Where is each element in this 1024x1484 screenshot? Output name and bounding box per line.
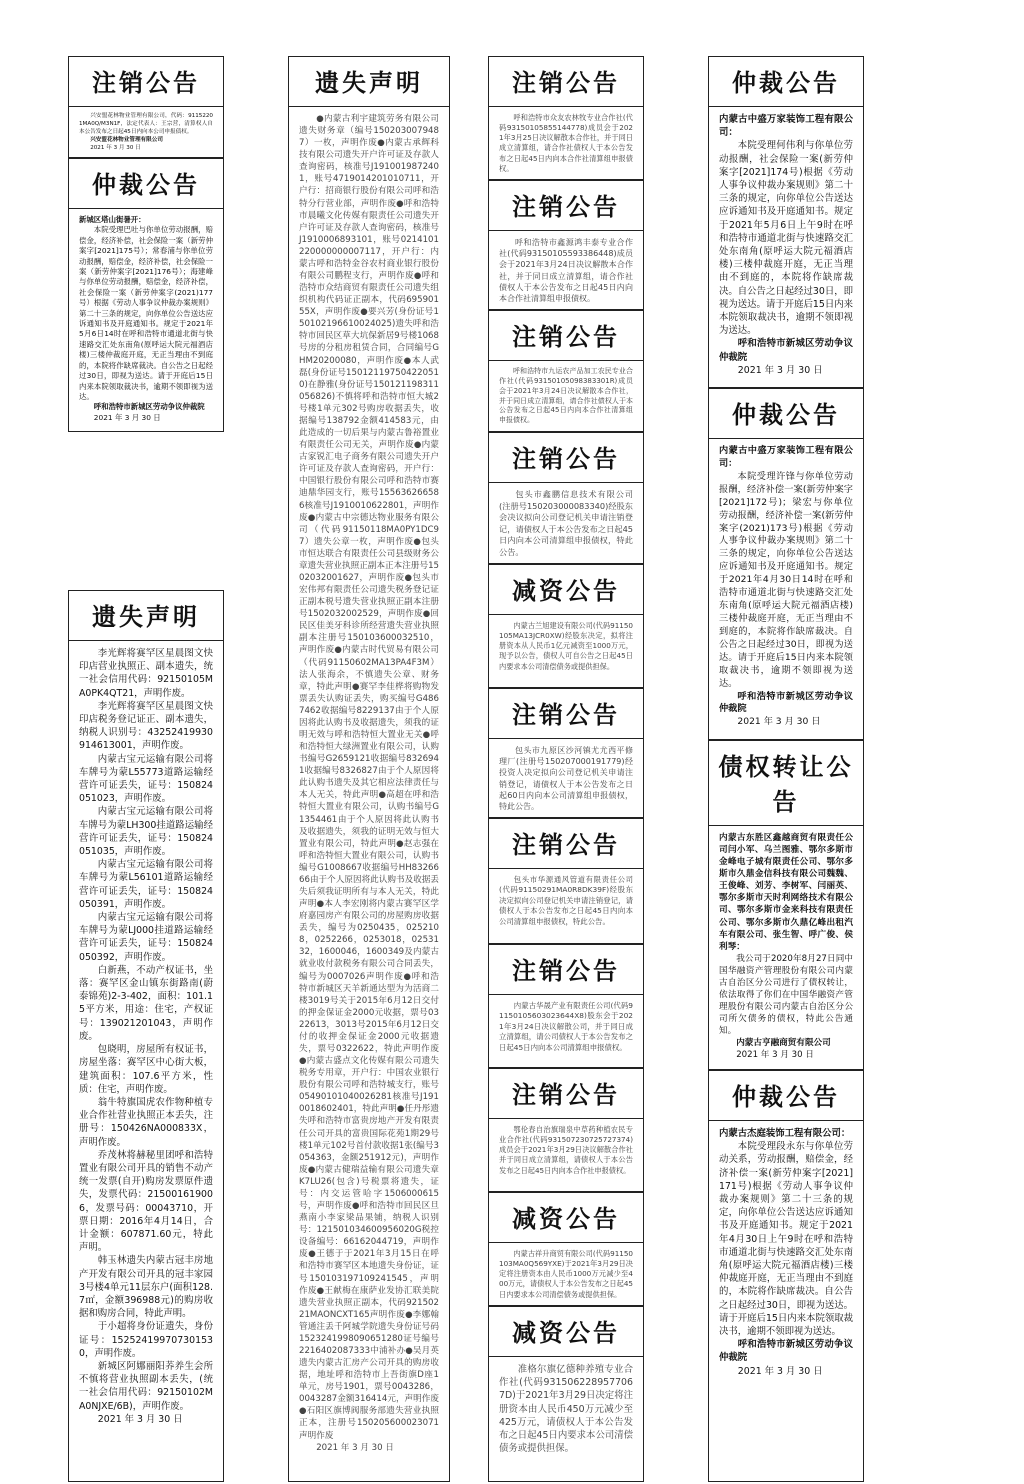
notice-paragraph: ●内蒙古利宇建筑劳务有限公司遗失财务章（编号1502030079487）一枚，声明作废●内蒙古承辉科技有限公司遗失开户许可证及存款人查询密码，核准号J1910019872401，账号4719014201010711，开户行：招商银行股份有限公司呼和浩特分行营业部，声明作废●呼和浩特市晨曦文化传媒有限责任公司遗失开户许可证及存款人查询密码，核准号J1910006893101，账号0214101220000000007117，开户行：内蒙古呼和浩特金谷农村商业银行股份有限公司鹏程支行，声明作废●呼和浩特市众结商贸有限责任公司遗失组织机构代码证正副本，代码69590155X，声明作废●要兴芳(身份证号150102196610024025)遗失呼和浩特市回民区草大坑保新居9号楼1068号房的分租房租赁合同，合同编号GHM20200080，声明作废●本人武磊(身份证号150121197504220510)在静雅(身份证号150121198311056826)不慎将呼和浩特市恒大城2号楼1单元302号购房收据丢失，收据编号138792金额414583元，由此造成的一切后果与内蒙古鲁裕置业有限责任公司无关，声明作废●内蒙古家锐汇电子商务有限公司遗失开户许可证及存款人查询密码，开户行：中国银行股份有限公司呼和浩特市赛迪鼎华园支行，账号155636266586核准号J1910010622801，声明作废●内蒙古中宗德达物业服务有限公司（代码91150118MA0PY1DC97）遗失公章一枚，声明作废●包头市恒达联合有限责任公司县级财务公章遗失营业执照正副本正本注册号1502032001627，声明作废●包头市宏伟邦有限责任公司遗失税务登记证正副本税号遗失营业执照正副本注册号1502032002529，声明作废●回民区佳美牙科诊所经营遗失营业执照副本注册号150103600032510，声明作废●内蒙古时代贸易有限公司（代码91150602MA13PA4F3M）法人张海余，不慎遗失公章、财务章，特此声明●赛罕李佳桦将购物发票丢失认购证丢失，购买编号G4867462收据编号8229137由于个人原因将此认购书及收据遗失，须我的证明无效与呼和浩特恒大置业无关●呼和浩特恒大绿洲置业有限公司，认购书编号G2659121收据编号8326941收据编号8326827由于个人原因将此认购书遗失及其它相应法律责任与本人无关，特此声明●高超在呼和浩特恒大置业有限公司，认购书编号G1354461由于个人原因将此认购书及收据遗失，须我的证明无效与恒大置业有限公司，特此声明●赵志强在呼和浩特恒大置业有限公司，认购书编号G1008667收据编号HH8326666由于个人原因将此认购书及收据丢失后须我证明所有与本人无关，特此声明●本人李宏刚将内蒙古赛罕区学府嘉园房产有限公司的房屋购房收据丢失，编号为0250435，0252108，0252266，0253018，0253132，1600046，1600349及内蒙古就业收付款税务有限公司合同丢失，编号为0007026声明作废●呼和浩特市新城区天羊新通达型为为活商二楼3019号关于2015年6月12日交付的押金保证金2000元收据，票号0322613，3013号2015年6月12日交付的收押金保证金2000元收据遗失，票号0322622，特此声明作废●内蒙古盛点文化传媒有限公司遗失税务专用章，开户行：中国农业银行股份有限公司呼和浩特城支行，账号05490101040026281核准号J1910018602401，特此声明●任丹彤遗失呼和浩特市富贵房地产开发有限责任公司开具的富贵国际花苑1期29号楼1单元102号首付款收据1张(编号3054363，金额251912元)，声明作废●内蒙古健瑞益输有限公司遗失章K7LU26(包含)号税票将遗失，证号：内交运管哈字1506000615号，声明作废●呼和浩特市回民区旦燕南小李家梁品果铺，纳税人识别号：121501034600956020G税控设备编号：66162044719，声明作废●王德于于2021年3月15日在呼和浩特市赛罕区本地遗失身份证，证号150103197109241545，声明作废●王献梅在康萨业发协汇联美院遗失营业执照正副本，代码92150221MAONCXT165声明作废●李娜翰管通注丢千阿城学院遗失身份证号码1523241998090651280证号编号2216402087333中浦补办●吴月英遗失内蒙古汇房产公司开具的购房收据，地址呼和浩特市上吾街旗D座1单元，房号1901，票号0043286，0043287金额316414元，声明作废●石阳区旗博阀服务部遗失营业执照正本，注册号150205600023071声明作废	[299, 114, 439, 1441]
notice-body	[489, 875, 643, 933]
notice-title: 减资公告	[489, 565, 643, 615]
notice-paragraph: 内蒙古宝元运输有限公司将车牌号为蒙L56101道路运输经营许可证丢失，证号：150824050391，声明作废。	[79, 859, 213, 910]
notice-paragraph: 乔茂林将赫秘里团呼和浩特置业有限公司开具的销售不动产统一发票(自开)购房发票原件遗失，发票代码：215001619006，发票号码：00043710，开票日期：2016年4月14日，合计金额：607871.60元，特此声明。	[79, 1149, 213, 1254]
notice-date: 2021 年 3 月 30 日	[737, 716, 821, 728]
notice-title: 减资公告	[489, 1193, 643, 1243]
notice-date: 2021 年 3 月 30 日	[90, 144, 141, 151]
notice-paragraph: 鄂伦春自治旗瑞泉中草药种植农民专业合作社(代码931507230725727374)成员会于2021年3月29日决议解散合作社并于同日成立清算组，请债权人于本公告发布之日起45日内向本合作社申报债权。	[499, 1125, 633, 1175]
notice-title: 注销公告	[489, 689, 643, 739]
notice-paragraph: 本院受理许锋与你单位劳动报酬，经济补偿一案(新劳仲案字[2021]172号)；梁宏与你单位劳动报酬，经济补偿一案(新劳仲案字(2021)173号)根据《劳动人事争议仲裁办案规则》第二十三条的规定，向你单位公告送达应诉通知书及开庭通知书。规定于2021年4月30日14时在呼和浩特市通道北街与快速路交汇处东南角(原呼运大院元福酒店楼)三楼仲裁庭开庭，无正当理由不到庭的，本院将作缺席裁决。自公告之日起经过30日，即视为送达。请于开庭后15日内来本院领取裁决书，逾期不领即视为送达。	[719, 470, 853, 689]
notice-addressee: 内蒙古杰庭装饰工程有限公司：	[719, 1128, 851, 1139]
notice-title: 债权转让公告	[709, 741, 863, 826]
notice-box	[68, 56, 224, 158]
notice-paragraph: 白新燕，不动产权证书，坐落：赛罕区金山镇东街路南(蔚泰锦苑)2-3-402，面积：101.15平方米，用途：住宅，产权证号：139021201043，声明作废。	[79, 964, 213, 1042]
notice-paragraph: 于小超将身份证遗失，身份证号：152524199707301530，声明作废。	[79, 1321, 213, 1359]
notice-date: 2021 年 3 月 30 日	[736, 1050, 814, 1061]
notice-addressee: 内蒙古东胜区鑫越商贸有限责任公司闫小军、乌兰图雅、鄂尔多斯市金峰电子城有限责任公司、鄂尔多斯市久鼎金信科技有限公司魏魏、王俊峰、刘芳、李树军、闫丽英、鄂尔多斯市天时利网络技术有限公司、鄂尔多斯市金来科技有限责任公司、鄂尔多斯市久鼎亿峰出租汽车有限公司、张生智、呼广俊、侯利琴：	[719, 833, 853, 952]
notice-box	[68, 590, 224, 1482]
notice-box	[488, 56, 644, 180]
notice-paragraph: 包头市九原区沙河镇尤尤西平修理厂(注册号150207000191779)经投资人决定拟向公司登记机关申请注销登记，请债权人于本公告发布之日起60日内向本公司清算组申报债权，特此公告。	[499, 746, 633, 812]
notice-box	[488, 1068, 644, 1192]
notice-box	[68, 158, 224, 432]
notice-signature: 呼和浩特市新城区劳动争议仲裁院	[93, 402, 205, 412]
notice-box	[488, 688, 644, 818]
notice-box	[708, 388, 864, 740]
notice-paragraph: 包晓明，房屋所有权证书，房屋坐落：赛罕区中心街大板，建筑面积：107.6平方米，性质：住宅，声明作废。	[79, 1044, 213, 1095]
notice-box	[488, 1306, 644, 1482]
notice-addressee: 内蒙古中盛万家装饰工程有限公司：	[719, 445, 853, 469]
notice-paragraph: 内蒙古祥升商贸有限公司(代码91150103MA0Q569YXE)于2021年3月29日决定将注册资本由人民币1000万元减少至400万元，请债权人于本公告发布之日起45日内要求本公司清偿债务或提供担保。	[499, 1249, 633, 1299]
notice-title: 注销公告	[489, 57, 643, 107]
notice-date: 2021 年 3 月 30 日	[737, 364, 823, 376]
notice-title: 遗失声明	[69, 591, 223, 641]
notice-title: 注销公告	[69, 57, 223, 107]
notice-body	[69, 113, 223, 158]
notice-paragraph: 内蒙古兰旭建设有限公司(代码91150105MA13JCR0XW)经股东决定，拟将注册资本从人民币1亿元减资至1000万元，现予以公告，债权人可自公告之日起45日内要求本公司清偿债务或提供担保。	[499, 621, 633, 671]
notice-body	[709, 832, 863, 1067]
notice-paragraph: 我公司于2020年8月27日同中国华融资产管理股份有限公司内蒙古自治区分公司进行了债权转让，依法取得了你们在中国华融资产管理股份有限公司内蒙古自治区分公司所欠债务的债权，特此公告通知。	[719, 953, 853, 1037]
notice-paragraph: 内蒙古宝元运输有限公司将车牌号为蒙L55773道路运输经营许可证丢失，证号：150824051023，声明作废。	[79, 753, 213, 805]
notice-body	[489, 1249, 643, 1306]
notice-body	[489, 1001, 643, 1059]
notice-body	[709, 113, 863, 383]
notice-paragraph: 新城区阿娜丽阳荞养生会所不慎将营业执照副本丢失，(统一社会信用代码：92150102MA0NJXE/6B)，声明作废。	[79, 1360, 213, 1412]
notice-box	[488, 818, 644, 944]
notice-paragraph: 翁牛特旗国虎农作物种植专业合作社营业执照正本丢失，注册号：150426NA000833X，声明作废。	[79, 1096, 213, 1148]
notice-box	[708, 56, 864, 388]
notice-title: 注销公告	[489, 181, 643, 231]
notice-paragraph: 李光辉将赛罕区星晨图文快印店税务登记证正、副本遗失，纳税人识别号：432524199309146130​01，声明作废。	[79, 700, 213, 752]
notice-title: 仲裁公告	[709, 1071, 863, 1121]
notice-paragraph: 呼和浩特市九运农产品加工农民专业合作社(代码93150105098383301R)成员会于2021年3月24日决议解散本合作社，并于同日成立清算组，请合作社债权人于本公告发布之日起45日内向本合作社清算组申报债权。	[499, 367, 633, 425]
notice-box	[488, 564, 644, 688]
notice-body	[489, 745, 643, 818]
notice-title: 仲裁公告	[709, 57, 863, 107]
notice-body	[69, 647, 223, 1432]
notice-body	[489, 489, 643, 564]
notice-box	[488, 1192, 644, 1306]
notice-paragraph: 兴安盟花林物业管理有限公司，代码：91152201MA0Q/M3N1F，法定代表人：王宗营，清算权人自本公告发布之日起45日内向本公司申报债权。	[79, 113, 213, 135]
notice-paragraph: 本院受理何伟利与你单位劳动报酬，社会保险一案(新劳仲案字[2021]174号)根据《劳动人事争议仲裁办案规则》第二十三条的规定，向你单位公告送达应诉通知书及开庭通知书。规定于2021年5月6日上午9时在呼和浩特市通道北街与快速路交汇处东南角(原呼运大院元福酒店楼)三楼仲裁庭开庭，无正当理由不到庭的，本院将作缺席裁决。自公告之日起经过30日，即视为送达。请于开庭后15日内来本院领取裁决书，逾期不领即视为送达。	[719, 140, 853, 337]
notice-signature: 内蒙古亨融商贸有限公司	[736, 1038, 831, 1049]
notice-paragraph: 本院受理段永东与你单位劳动关系，劳动报酬，赔偿金，经济补偿一案(新劳仲案字[2021]171号)根据《劳动人事争议仲裁办案规则》第二十三条的规定，向你单位公告送达应诉通知书及开庭通知书。规定于2021年4月30日上午9时在呼和浩特市通道北街与快速路交汇处东南角(原呼运大院元福酒店楼)三楼仲裁庭开庭，无正当理由不到庭的，本院将作缺席裁决。自公告之日起经过30日，即视为送达。请于开庭后15日内来本院领取裁决书，逾期不领即视为送达。	[719, 1141, 853, 1338]
notice-title: 注销公告	[489, 311, 643, 361]
notice-date: 2021 年 3 月 30 日	[93, 412, 161, 422]
notice-signature: 兴安盟花林物业管理有限公司	[90, 136, 163, 143]
notice-box	[708, 740, 864, 1070]
notice-signature: 呼和浩特市新城区劳动争议仲裁院	[719, 1339, 853, 1364]
notice-paragraph: 李光辉将赛罕区星晨图文快印店营业执照正、副本遗失，统一社会信用代码：92150105MA0PK4QT21，声明作废。	[79, 648, 213, 699]
notice-body	[489, 113, 643, 180]
notice-body	[709, 1127, 863, 1384]
notice-signature: 呼和浩特市新城区劳动争议仲裁院	[719, 690, 853, 715]
notice-box	[488, 180, 644, 310]
notice-body	[289, 113, 449, 1460]
notice-box	[288, 56, 450, 1482]
notice-body	[489, 1363, 643, 1461]
notice-paragraph: 韩玉林遗失内蒙古冠丰房地产开发有限公司开具的冠丰家园3号楼4单元11层东户(面积128.7㎡，金额396988元)的购房收据和购房合同，特此声明。	[79, 1255, 213, 1320]
notice-paragraph: 呼和浩特市鑫源鸿丰泰专业合作社(代码93150105593386448)成员会于2021年3月24日决议解散本合作社，并于同日成立清算组，请合作社债权人于本公告发布之日起45日内向本合作社清算组申报债权。	[499, 238, 633, 304]
notice-box	[488, 432, 644, 564]
notice-body	[489, 1125, 643, 1182]
notice-title: 遗失声明	[289, 57, 449, 107]
notice-title: 仲裁公告	[69, 159, 223, 209]
notice-signature: 呼和浩特市新城区劳动争议仲裁院	[719, 338, 853, 363]
notice-paragraph: 准格尔旗亿德种养殖专业合作社(代码931506228957706​7D)于2021年3月29日决定将注册资本由人民币450万元减少至425万元，请债权人于本公告发布之日起45日内要求本公司清偿债务或提供担保。	[499, 1364, 633, 1455]
notice-date: 2021 年 3 月 30 日	[737, 1365, 823, 1377]
notice-box	[488, 310, 644, 432]
notice-date: 2021 年 3 月 30 日	[316, 1442, 394, 1453]
notice-title: 减资公告	[489, 1307, 643, 1357]
notice-title: 注销公告	[489, 945, 643, 995]
notice-paragraph: 包头市华源通风管道有限责任公司(代码91150291MA0R8DK39F)经股东决定拟向公司登记机关申请注销登记，请债权人于本公告发布之日起45日内向本公司清算组申报债权，特此公告。	[499, 875, 633, 926]
notice-date: 2021 年 3 月 30 日	[97, 1413, 183, 1425]
notice-paragraph: 包头市鑫鹏信息技术有限公司(注册号150203000083340)经股东会决议拟向公司登记机关申请注销登记，请债权人于本公告发布之日起45日内向本公司清算组申报债权，特此公告。	[499, 489, 633, 557]
notice-body	[69, 215, 223, 429]
notice-paragraph: 内蒙古宝元运输有限公司将车牌号为蒙LJ000挂道路运输经营许可证丢失，证号：150824050392，声明作废。	[79, 912, 213, 963]
notice-paragraph: 内蒙古华晟产业有限责任公司(代码91150105603023644X8)股东会于2021年3月24日决议解散公司，并于同日成立清算组，请公司债权人于本公告发布之日起45日内向本公司清算组申报债权。	[499, 1001, 633, 1052]
notice-addressee: 内蒙古中盛万家装饰工程有限公司：	[719, 114, 853, 139]
notice-paragraph: 本院受理巴吐与你单位劳动报酬，赔偿金，经济补偿，社会保险一案（新劳仲案字[2021]175号）；常春浦与你单位劳动报酬，赔偿金，经济补偿，社会保险一案（新劳仲案字[2021]176号）；海建峰与你单位劳动报酬，赔偿金，经济补偿，社会保险一案（新劳仲案字(2021)177号）根据《劳动人事争议仲裁办案规则》第二十三条的规定，向你单位公告送达应诉通知书及开庭通知书。规定于2021年5月6日14时在呼和浩特市通道北街与快速路交汇处东南角(原呼运大院元福酒店楼)三楼仲裁庭开庭，无正当理由不到庭的，本院将作缺席裁决。自公告之日起经过30日，即视为送达。请于开庭后15日内来本院领取裁决书，逾期不领即视为送达。	[79, 225, 213, 401]
notice-title: 注销公告	[489, 433, 643, 483]
notice-paragraph: 呼和浩特市众友农林牧专业合作社(代码93150105855144778)成员会于2021年3月25日决议解散本合作社，并于同日成立清算组，请合作社债权人于本公告发布之日起45日内向本合作社清算组申报债权。	[499, 113, 633, 173]
notice-title: 注销公告	[489, 1069, 643, 1119]
notice-box	[488, 944, 644, 1068]
notice-body	[709, 445, 863, 735]
notice-paragraph: 内蒙古宝元运输有限公司将车牌号为蒙LH300挂道路运输经营许可证丢失，证号：150824051035，声明作废。	[79, 806, 213, 858]
notice-title: 仲裁公告	[709, 389, 863, 439]
notice-body	[489, 621, 643, 678]
notice-box	[708, 1070, 864, 1482]
notice-title: 注销公告	[489, 819, 643, 869]
notice-body	[489, 237, 643, 310]
notice-body	[489, 367, 643, 432]
notice-addressee: 新城区塔山街暑开：	[79, 215, 146, 224]
